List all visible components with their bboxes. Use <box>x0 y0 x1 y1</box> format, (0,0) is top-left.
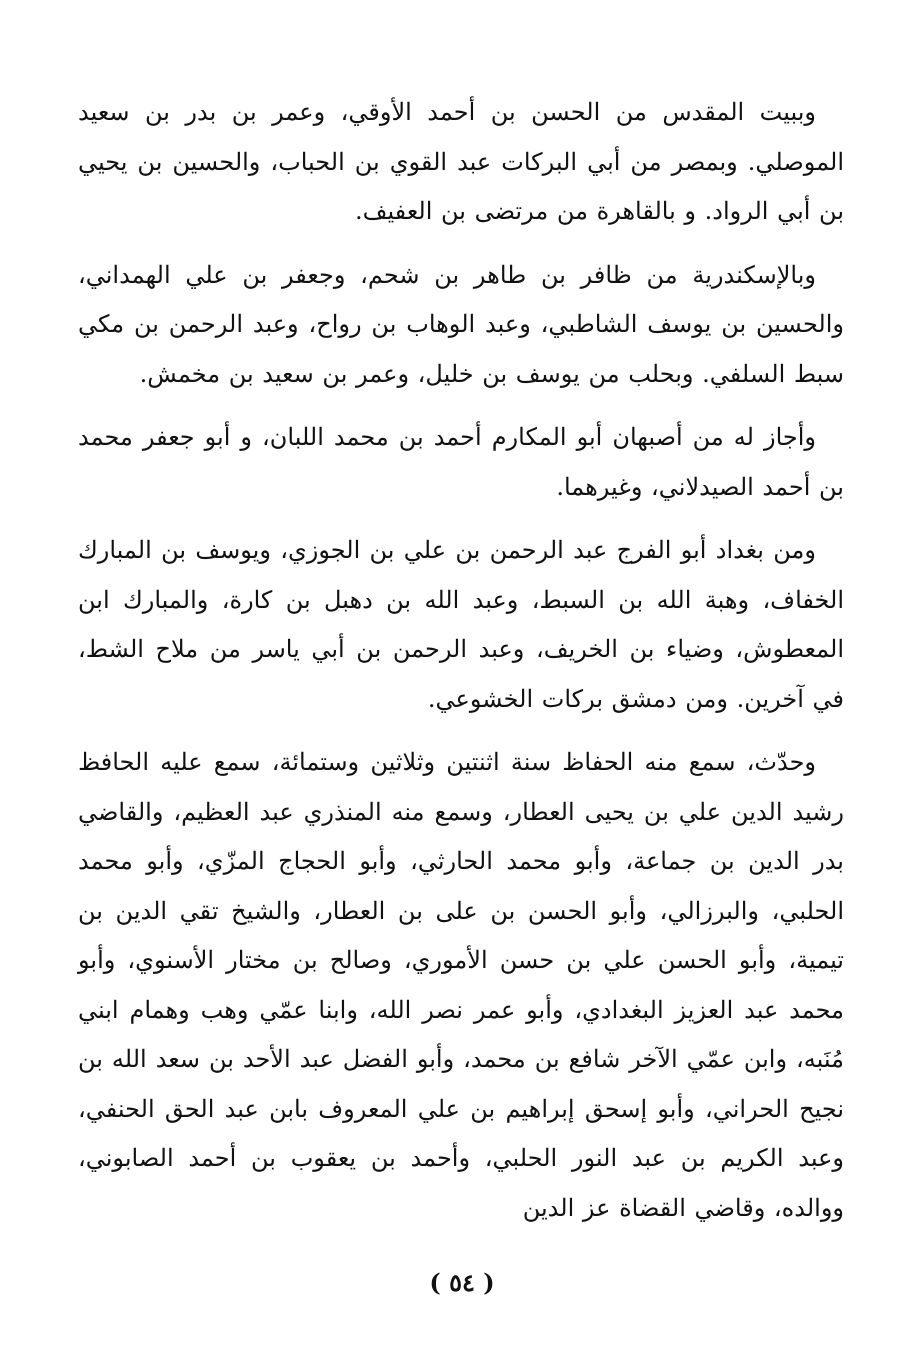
paragraph-3: وأجاز له من أصبهان أبو المكارم أحمد بن محمد اللبان، و أبو جعفر محمد بن أحمد الصيدلاني، وغيرهما. <box>78 423 844 501</box>
body-text <box>78 88 844 1233</box>
page-number: ( ٥٤ ) <box>429 1268 495 1297</box>
paragraph-5: وحدّث، سمع منه الحفاظ سنة اثنتين وثلاثين وستمائة، سمع عليه الحافظ رشيد الدين علي بن يحيى العطار، وسمع منه المنذري عبد العظيم، والقاضي بدر الدين بن جماعة، وأبو محمد الحارثي، وأبو الحجاج المزّي، وأبو محمد الحلبي، والبرزالي، وأبو الحسن بن على بن العطار، والشيخ تقي الدين بن تيمية، وأبو الحسن علي بن حسن الأموري، وصالح بن مختار الأسنوي، وأبو محمد عبد العزيز البغدادي، وأبو عمر نصر الله، وابنا عمّي وهب وهمام ابني مُنَبه، وابن عمّي الآخر شافع بن محمد، وأبو الفضل عبد الأحد بن سعد الله بن نجيح الحراني، وأبو إسحق إبراهيم بن علي المعروف بابن عبد الحق الحنفي، وعبد الكريم بن عبد النور الحلبي، وأحمد بن يعقوب بن أحمد الصابوني، ووالده، وقاضي القضاة عز الدين <box>78 748 844 1222</box>
paragraph-1: وببيت المقدس من الحسن بن أحمد الأوقي، وعمر بن بدر بن سعيد الموصلي. وبمصر من أبي البركات عبد القوي بن الحباب، والحسين بن يحيي بن أبي الرواد. و بالقاهرة من مرتضى بن العفيف. <box>78 98 844 225</box>
paragraph-2: وبالإسكندرية من ظافر بن طاهر بن شحم، وجعفر بن علي الهمداني، والحسين بن يوسف الشاطبي، وعبد الوهاب بن رواح، وعبد الرحمن بن مكي سبط السلفي. وبحلب من يوسف بن خليل، وعمر بن سعيد بن مخمش. <box>78 260 844 388</box>
paragraph-4: ومن بغداد أبو الفرج عبد الرحمن بن علي بن الجوزي، ويوسف بن المبارك الخفاف، وهبة الله بن السبط، وعبد الله بن دهبل بن كارة، والمبارك ابن المعطوش، وضياء بن الخريف، وعبد الرحمن بن أبي ياسر من ملاح الشط، في آخرين. ومن دمشق بركات الخشوعي. <box>78 536 844 713</box>
